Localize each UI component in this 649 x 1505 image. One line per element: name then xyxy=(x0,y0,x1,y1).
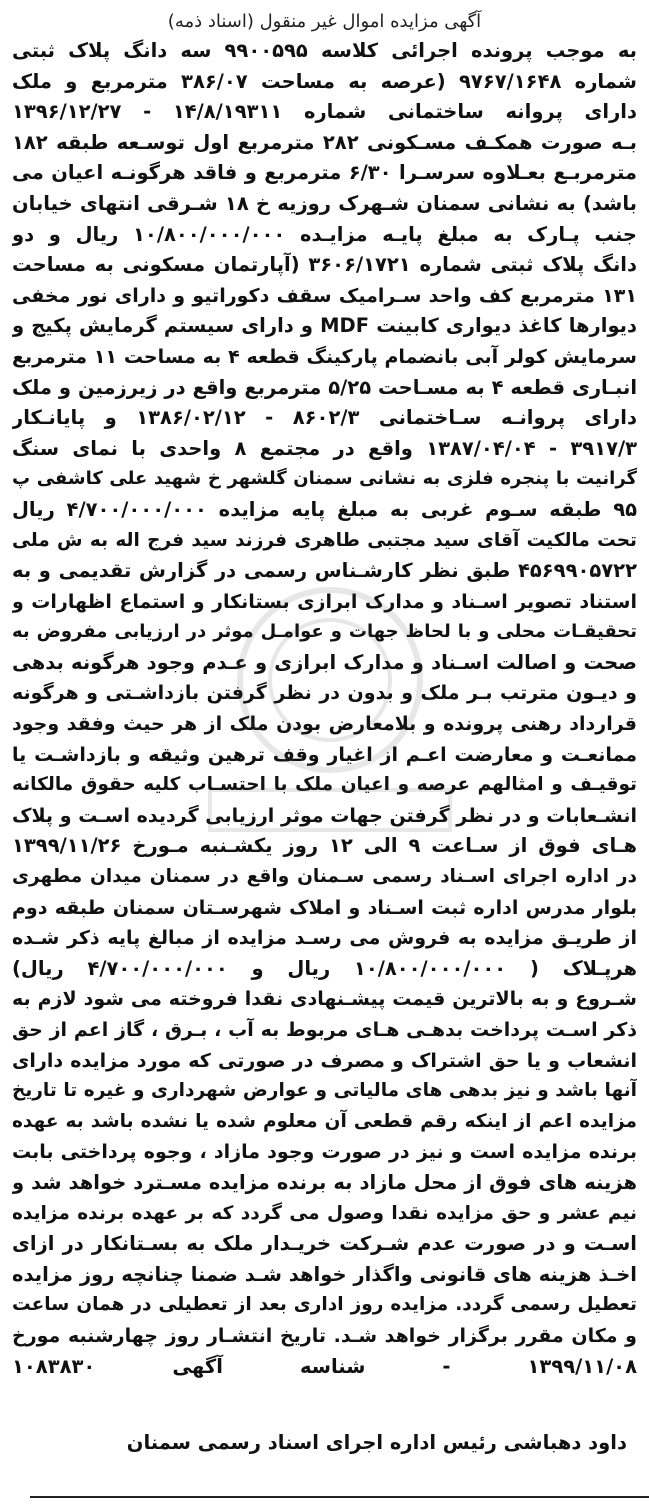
notice-title: آگهی مزایده اموال غیر منقول (اسناد ذمه) xyxy=(167,11,482,32)
notice-line: شـروع و به بالاترین قیمت پیشـنهادی نقدا فروخته می شود لازم به xyxy=(12,988,637,1011)
notice-line: انشعاب و یا حق اشتراک و مصرف در صورتی که مورد مزایده دارای xyxy=(12,1049,637,1072)
notice-line: مزایده اعم از اینکه رقم قطعی آن معلوم شده یا نشده باشد به عهده xyxy=(12,1110,637,1132)
notice-line: قرارداد رهنی پرونده و بلامعارض بودن ملک از هر حیث وفقد وجود xyxy=(12,713,637,736)
notice-line: در اداره اجرای اسـناد رسمی سـمنان واقع در سمنان میدان مطهری xyxy=(12,866,637,888)
notice-line: از طریـق مزایده به فروش می رسـد مزایده از مبالغ پایه ذکر شـده xyxy=(12,927,637,950)
notice-line: نیم عشر و حق مزایده نقدا وصول می گردد که بر عهده برنده مزایده xyxy=(12,1202,637,1224)
notice-line: تعطیل رسمی گردد. مزایده روز اداری بعد از تعطیلی در همان ساعت xyxy=(12,1294,637,1316)
notice-line: مترمربـع بعـلاوه سرسـرا ۶/۳۰ مترمربع و فاقد هرگونـه اعیان می xyxy=(12,161,637,185)
auction-notice xyxy=(12,8,637,1488)
notice-line: ۴۵۶۹۹۰۵۷۲۲ طبق نظر کارشـناس رسمی در گزارش تقدیمی و به xyxy=(12,559,637,583)
notice-line: شماره ۹۷۶۷/۱۶۴۸ (عرصه به مساحت ۳۸۶/۰۷ مترمربع و ملک xyxy=(12,69,637,93)
notice-line: توقیـف و امثالهم عرصه و اعیان ملک با احتسـاب کلیه حقوق مالکانه xyxy=(12,774,637,796)
notice-line: استناد تصویر اسـناد و مدارک ابرازی بستانکار و استماع اظهارات و xyxy=(12,590,637,613)
notice-line: ذکر اسـت پرداخت بدهـی هـای مربوط به آب ، بـرق ، گاز اعم از حق xyxy=(12,1019,637,1041)
notice-line: برنده مزایده است و نیز در صورت وجود مازاد ، وجوه پرداختی بابت xyxy=(12,1141,637,1164)
notice-line: سرمایش کولر آبی بانضمام پارکینگ قطعه ۴ به مساحت ۱۱ مترمربع xyxy=(12,345,637,368)
notice-line: ۳۹۱۷/۳ - ۱۳۸۷/۰۴/۰۴ واقع در مجتمع ۸ واحدی با نمای سنگ xyxy=(12,436,637,460)
notice-signature: داود دهباشی رئیس اداره اجرای اسناد رسمی سمنان xyxy=(126,1431,627,1454)
notice-line: بلوار مدرس اداره ثبت اسـناد و املاک شهرسـتان سمنان طبقه دوم xyxy=(12,896,637,919)
notice-line: ممانعـت و معارضت اعـم از اغیار وقف ترهین وثیقه و بازداشـت یا xyxy=(12,743,637,766)
notice-line: انشـعابات و در نظر گرفتن جهات موثر ارزیابی گردیده اسـت و پلاک xyxy=(12,804,637,827)
notice-body xyxy=(12,36,637,1382)
notice-line: ۱۳۹۹/۱۱/۰۸ - شناسه آگهی ۱۰۸۳۸۳۰ xyxy=(12,1354,637,1378)
notice-line: اخـذ هزینه های قانونی واگذار خواهد شـد ضمنا چنانچه روز مزایده xyxy=(12,1262,637,1286)
notice-line: ۹۵ طبقه سـوم غربی به مبلغ پایه مزایده ۴/۷۰۰/۰۰۰/۰۰۰ ریال xyxy=(12,497,637,521)
notice-line: دارای پروانـه سـاختمانی ۸۶۰۲/۳ - ۱۳۸۶/۰۲/۱۲ و پایانـکار xyxy=(12,406,637,430)
notice-line: اسـت و در صورت عدم شـرکت خریـدار ملک به بسـتانکار در ازای xyxy=(12,1232,637,1256)
notice-line: دارای پروانه ساختمانی شماره ۱۴/۸/۱۹۳۱۱ - ۱۳۹۶/۱۲/۲۷ xyxy=(12,100,637,124)
notice-line: جنب پـارک به مبلغ پایـه مزایـده ۱۰/۸۰۰/۰۰۰/۰۰۰ ریال و دو xyxy=(12,222,637,246)
notice-line: و مکان مقرر برگزار خواهد شـد. تاریخ انتشـار روز چهارشنبه مورخ xyxy=(12,1324,637,1347)
notice-line: هرپـلاک ( ۱۰/۸۰۰/۰۰۰/۰۰۰ ریال و ۴/۷۰۰/۰۰۰/۰۰۰ ریال) xyxy=(12,956,637,980)
notice-line: گرانیت با پنجره فلزی به نشانی سمنان گلشهر خ شهید علی کاشفی پ xyxy=(12,468,637,490)
notice-line: تحت مالکیت آقای سید مجتبی طاهری فرزند سید فرج اله به ش ملی xyxy=(12,529,637,551)
notice-line: انبـاری قطعه ۴ به مسـاحت ۵/۲۵ مترمربع واقع در زیرزمین و ملک xyxy=(12,375,637,399)
notice-line: دانگ پلاک ثبتی شماره ۳۶۰۶/۱۷۲۱ (آپارتمان مسکونی به مساحت xyxy=(12,253,637,277)
notice-line: هزینه های فوق از محل مازاد به برنده مزایده مسـترد خواهد شد و xyxy=(12,1170,637,1194)
notice-line: صحت و اصالت اسـناد و مدارک ابرازی و عـدم وجود هرگونه بدهی xyxy=(12,650,637,674)
notice-line: به موجب پرونده اجرائی کلاسه ۹۹۰۰۵۹۵ سه دانگ پلاک ثبتی xyxy=(12,39,637,62)
notice-line: باشد) به نشانی سمنان شـهرک روزیه خ ۱۸ شـرقی انتهای خیابان xyxy=(12,191,637,215)
notice-line: ۱۳۱ مترمربع کف واحد سـرامیک سقف دکوراتیو و دارای نور مخفی xyxy=(12,284,637,307)
notice-line: هـای فوق از سـاعت ۹ الی ۱۲ روز یکشـنبه مـورخ ۱۳۹۹/۱۱/۲۶ xyxy=(12,834,637,858)
notice-line: و دیـون مترتب بـر ملک و بدون در نظر گرفتن بازداشـتی و هرگونه xyxy=(12,682,637,705)
notice-line: دیوارها کاغذ دیواری کابینت MDF و دارای سیستم گرمایش پکیج و xyxy=(12,314,637,338)
notice-line: تحقیقـات محلی و با لحاظ جهات و عوامـل موثر در ارزیابی مفروض به xyxy=(12,621,637,643)
notice-line: بـه صورت همکـف مسـکونی ۲۸۲ مترمربع اول توسـعه طبقه ۱۸۲ xyxy=(12,130,637,154)
notice-line: آنها باشد و نیز بدهی های مالیاتی و عوارض شهرداری و غیره تا تاریخ xyxy=(12,1080,637,1102)
bottom-divider xyxy=(30,1496,649,1498)
